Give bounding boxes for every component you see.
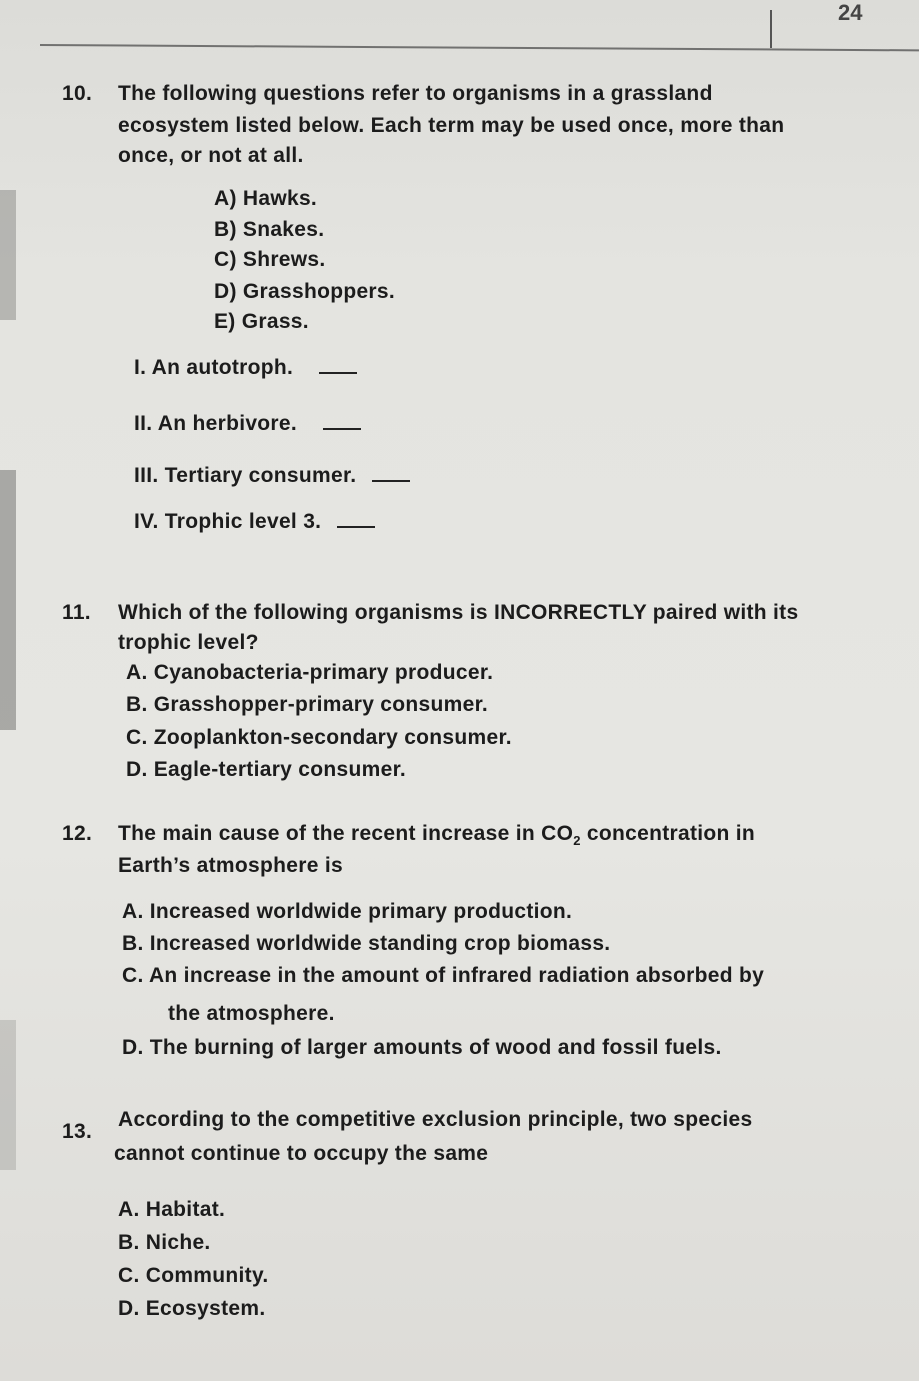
- q11-prompt-line-2: trophic level?: [118, 631, 259, 654]
- q13-option-d: D. Ecosystem.: [118, 1297, 266, 1320]
- q10-item-autotroph-text: I. An autotroph.: [134, 356, 294, 379]
- q10-prompt-line-3: once, or not at all.: [118, 144, 304, 167]
- q12-number: 12.: [62, 822, 93, 845]
- q11-option-b: B. Grasshopper-primary consumer.: [126, 693, 489, 716]
- top-tick-mark: [770, 10, 772, 48]
- q11-option-a: A. Cyanobacteria-primary producer.: [126, 661, 494, 684]
- q10-item-herbivore-text: II. An herbivore.: [134, 412, 298, 435]
- answer-blank[interactable]: [337, 508, 375, 528]
- q10-term-shrews: C) Shrews.: [214, 248, 326, 271]
- q10-prompt-line-2: ecosystem listed below. Each term may be used once, more than: [118, 114, 785, 137]
- q10-item-herbivore: [134, 410, 361, 436]
- q12-co2-subscript: 2: [573, 833, 581, 849]
- q12-option-d: D. The burning of larger amounts of wood and fossil fuels.: [122, 1036, 722, 1059]
- q11-option-d: D. Eagle-tertiary consumer.: [126, 758, 407, 781]
- q13-option-b: B. Niche.: [118, 1231, 211, 1254]
- page-edge-shadow-upper: [0, 190, 16, 320]
- q13-number: 13.: [62, 1120, 93, 1143]
- q10-term-grasshoppers: D) Grasshoppers.: [214, 280, 396, 303]
- q12-prompt-1a: The main cause of the recent increase in: [118, 822, 542, 845]
- q10-number: 10.: [62, 82, 93, 105]
- page-edge-shadow-middle: [0, 470, 16, 730]
- q10-term-snakes: B) Snakes.: [214, 218, 325, 241]
- answer-blank[interactable]: [319, 354, 357, 374]
- q10-term-grass: E) Grass.: [214, 310, 309, 333]
- q13-option-a: A. Habitat.: [118, 1198, 226, 1221]
- top-rule-line: [40, 44, 919, 51]
- q10-item-trophic-3-text: IV. Trophic level 3.: [134, 510, 322, 533]
- page-mark: 24: [838, 0, 863, 25]
- page-edge-shadow-lower: [0, 1020, 16, 1170]
- q12-option-c-line-2: the atmosphere.: [168, 1002, 335, 1025]
- q10-prompt-line-1: The following questions refer to organisms in a grassland: [118, 82, 713, 105]
- q13-option-c: C. Community.: [118, 1264, 269, 1287]
- q12-prompt-line-1: [118, 822, 755, 848]
- answer-blank[interactable]: [372, 462, 410, 482]
- q13-prompt-line-1: According to the competitive exclusion principle, two species: [118, 1108, 753, 1131]
- q12-prompt-line-2: Earth’s atmosphere is: [118, 854, 343, 877]
- q11-prompt-line-1: Which of the following organisms is INCORRECTLY paired with its: [118, 601, 799, 624]
- q10-item-trophic-3: [134, 508, 375, 534]
- q11-option-c: C. Zooplankton-secondary consumer.: [126, 726, 512, 749]
- q12-option-a: A. Increased worldwide primary production.: [122, 900, 573, 923]
- q12-co2: CO: [541, 822, 574, 845]
- answer-blank[interactable]: [323, 410, 361, 430]
- q12-prompt-1b: concentration in: [580, 822, 756, 845]
- q12-option-c-line-1: C. An increase in the amount of infrared radiation absorbed by: [122, 964, 765, 987]
- q10-item-tertiary-text: III. Tertiary consumer.: [134, 464, 357, 487]
- q11-number: 11.: [62, 601, 91, 624]
- q10-item-tertiary: [134, 462, 410, 488]
- q10-item-autotroph: [134, 354, 357, 380]
- q10-term-hawks: A) Hawks.: [214, 187, 318, 210]
- q13-prompt-line-2: cannot continue to occupy the same: [114, 1142, 489, 1165]
- q12-option-b: B. Increased worldwide standing crop biomass.: [122, 932, 611, 955]
